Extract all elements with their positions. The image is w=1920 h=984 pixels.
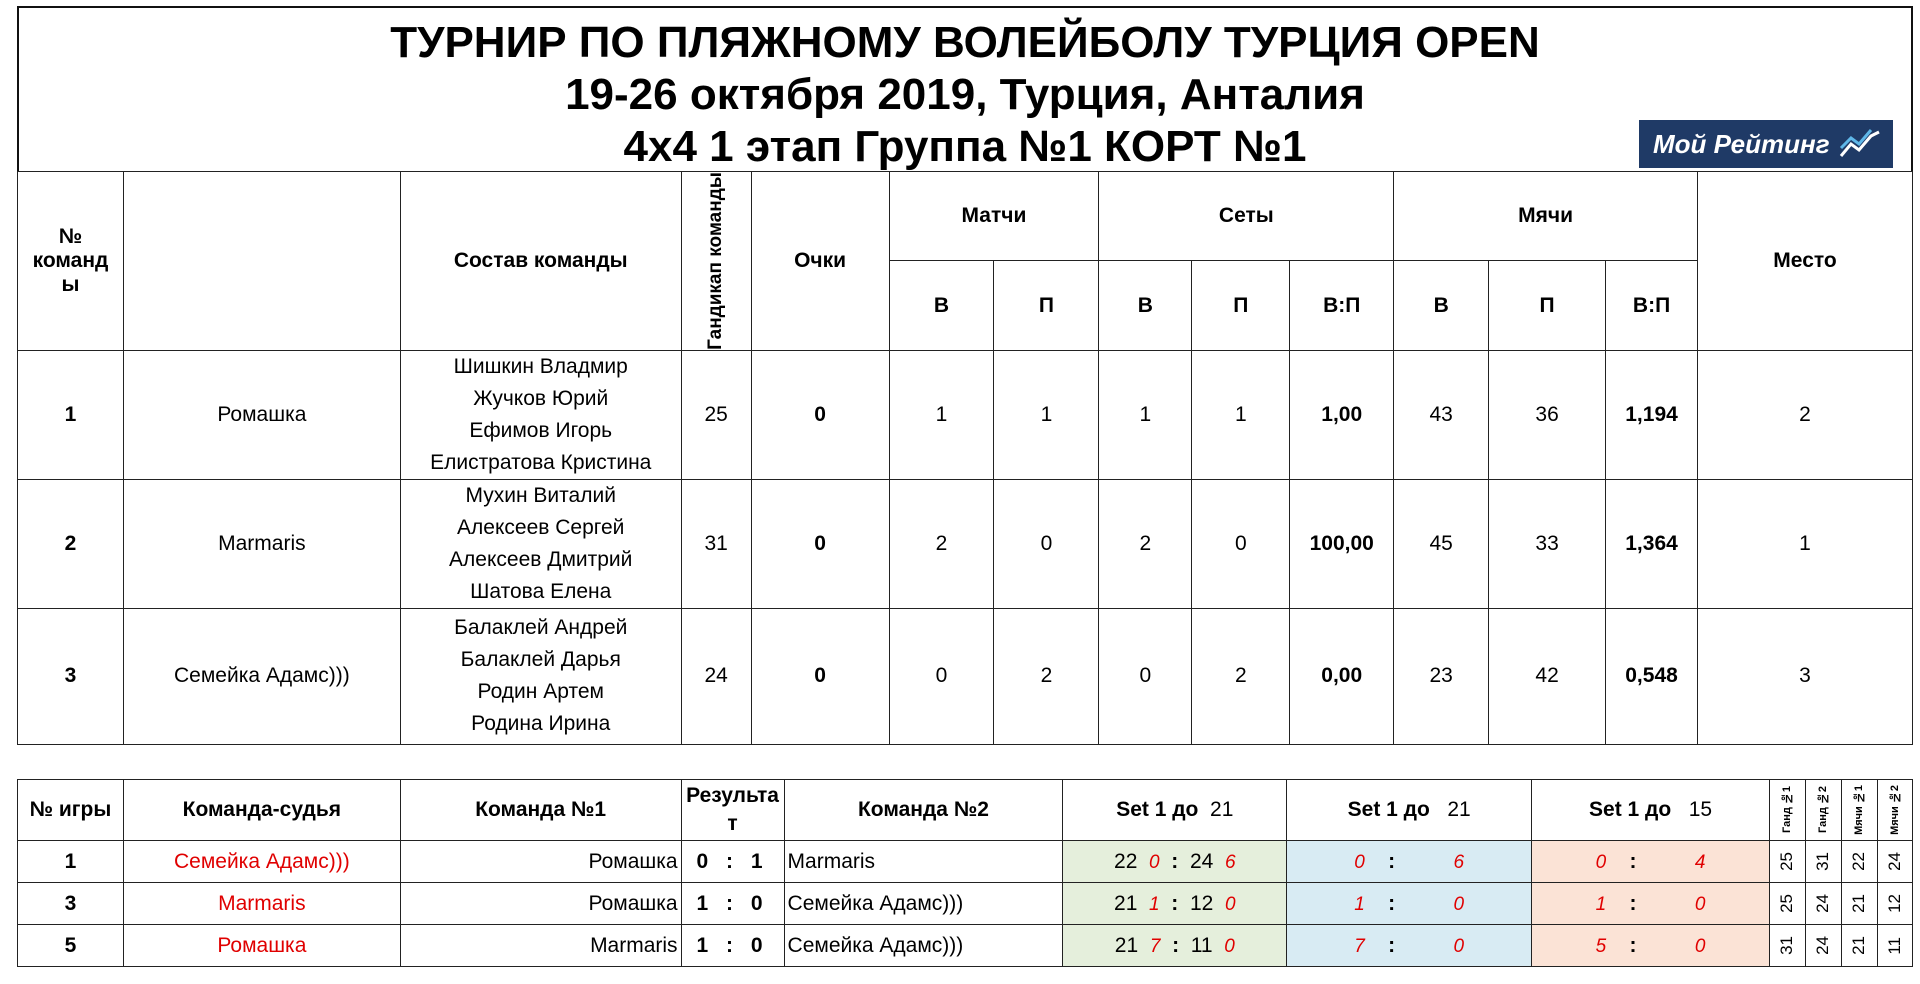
balls1-value: 22 bbox=[1841, 841, 1877, 883]
header-team2: Команда №2 bbox=[784, 780, 1063, 841]
set1-score: 21 1 : 12 0 bbox=[1063, 883, 1287, 925]
moi-reiting-logo bbox=[1639, 120, 1893, 168]
header-matches: Матчи bbox=[889, 172, 1099, 261]
team-handicap: 24 bbox=[681, 608, 751, 744]
standings-table bbox=[17, 171, 1913, 745]
game-number: 1 bbox=[18, 841, 124, 883]
header-handicap: Гандикап команды bbox=[681, 172, 751, 351]
hand2-value: 24 bbox=[1805, 925, 1841, 967]
balls-lost: 42 bbox=[1489, 608, 1606, 744]
header-place: Место bbox=[1698, 172, 1913, 351]
player-name: Балаклей Андрей bbox=[454, 616, 628, 640]
game-result: 1 : 0 bbox=[681, 883, 784, 925]
sets-won: 2 bbox=[1099, 479, 1192, 608]
set2-score: 0 : 6 bbox=[1287, 841, 1532, 883]
team-number: 2 bbox=[18, 479, 124, 608]
sets-lost: 2 bbox=[1192, 608, 1290, 744]
balls1-value: 21 bbox=[1841, 883, 1877, 925]
title-block bbox=[17, 6, 1913, 172]
player-name: Балаклей Дарья bbox=[460, 648, 621, 672]
player-name: Мухин Виталий bbox=[465, 483, 616, 507]
sets-ratio: 0,00 bbox=[1290, 608, 1394, 744]
set2-score: 1 : 0 bbox=[1287, 883, 1532, 925]
team-place: 1 bbox=[1698, 479, 1913, 608]
tournament-dates: 19-26 октября 2019, Турция, Анталия bbox=[565, 70, 1365, 119]
stage-group-court: 4х4 1 этап Группа №1 КОРТ №1 bbox=[623, 122, 1307, 171]
tournament-title: ТУРНИР ПО ПЛЯЖНОМУ ВОЛЕЙБОЛУ ТУРЦИЯ OPEN bbox=[390, 18, 1540, 67]
hand1-value: 25 bbox=[1769, 883, 1805, 925]
table-row bbox=[18, 883, 1913, 925]
set3-score: 1 : 0 bbox=[1532, 883, 1770, 925]
sets-lost: 1 bbox=[1192, 350, 1290, 479]
referee-team: Ромашка bbox=[123, 925, 400, 967]
table-row bbox=[18, 608, 1913, 744]
team-place: 3 bbox=[1698, 608, 1913, 744]
team-points: 0 bbox=[751, 608, 889, 744]
table-row bbox=[18, 925, 1913, 967]
team-roster bbox=[400, 608, 681, 744]
sets-lost: 0 bbox=[1192, 479, 1290, 608]
header-team1: Команда №1 bbox=[400, 780, 681, 841]
matches-lost: 0 bbox=[994, 479, 1099, 608]
team-points: 0 bbox=[751, 479, 889, 608]
team-roster bbox=[400, 350, 681, 479]
team-number: 3 bbox=[18, 608, 124, 744]
player-name: Алексеев Дмитрий bbox=[449, 547, 633, 571]
game-number: 3 bbox=[18, 883, 124, 925]
player-name: Алексеев Сергей bbox=[457, 515, 625, 539]
sets-won: 0 bbox=[1099, 608, 1192, 744]
header-sets: Сеты bbox=[1099, 172, 1394, 261]
header-set2: Set 1 до 21 bbox=[1287, 780, 1532, 841]
team-handicap: 31 bbox=[681, 479, 751, 608]
header-set1: Set 1 до 21 bbox=[1063, 780, 1287, 841]
game-result: 1 : 0 bbox=[681, 925, 784, 967]
sets-won: 1 bbox=[1099, 350, 1192, 479]
game-result: 0 : 1 bbox=[681, 841, 784, 883]
table-row bbox=[18, 350, 1913, 479]
header-hand2: Ганд №2 bbox=[1805, 780, 1841, 841]
header-sets-lost: П bbox=[1192, 261, 1290, 350]
team-roster bbox=[400, 479, 681, 608]
balls-ratio: 0,548 bbox=[1606, 608, 1698, 744]
team-handicap: 25 bbox=[681, 350, 751, 479]
header-sets-ratio: В:П bbox=[1290, 261, 1394, 350]
header-balls2: Мячи №2 bbox=[1877, 780, 1912, 841]
team-name: Ромашка bbox=[123, 350, 400, 479]
player-name: Елистратова Кристина bbox=[430, 450, 652, 474]
player-name: Шишкин Владмир bbox=[453, 354, 628, 378]
player-name: Жучков Юрий bbox=[473, 386, 609, 410]
header-balls-ratio: В:П bbox=[1606, 261, 1698, 350]
balls-ratio: 1,194 bbox=[1606, 350, 1698, 479]
team-number: 1 bbox=[18, 350, 124, 479]
header-balls1: Мячи №1 bbox=[1841, 780, 1877, 841]
header-result: Результа т bbox=[681, 780, 784, 841]
set1-score: 21 7 : 11 0 bbox=[1063, 925, 1287, 967]
balls-lost: 33 bbox=[1489, 479, 1606, 608]
hand1-value: 31 bbox=[1769, 925, 1805, 967]
set3-score: 0 : 4 bbox=[1532, 841, 1770, 883]
balls1-value: 21 bbox=[1841, 925, 1877, 967]
player-name: Родин Артем bbox=[477, 680, 604, 704]
team-name: Marmaris bbox=[123, 479, 400, 608]
balls2-value: 11 bbox=[1877, 925, 1912, 967]
matches-won: 0 bbox=[889, 608, 994, 744]
balls2-value: 24 bbox=[1877, 841, 1912, 883]
team1-name: Ромашка bbox=[400, 841, 681, 883]
referee-team: Семейка Адамс))) bbox=[123, 841, 400, 883]
referee-team: Marmaris bbox=[123, 883, 400, 925]
matches-lost: 2 bbox=[994, 608, 1099, 744]
player-name: Родина Ирина bbox=[471, 712, 611, 736]
header-balls-won: В bbox=[1394, 261, 1489, 350]
header-team-name bbox=[123, 172, 400, 351]
hand2-value: 31 bbox=[1805, 841, 1841, 883]
team2-name: Семейка Адамс))) bbox=[784, 925, 1063, 967]
player-name: Ефимов Игорь bbox=[469, 418, 613, 442]
team1-name: Ромашка bbox=[400, 883, 681, 925]
header-balls: Мячи bbox=[1394, 172, 1698, 261]
header-team-no: № команд ы bbox=[18, 172, 124, 351]
sets-ratio: 1,00 bbox=[1290, 350, 1394, 479]
header-set3: Set 1 до 15 bbox=[1532, 780, 1770, 841]
balls2-value: 12 bbox=[1877, 883, 1912, 925]
header-hand1: Ганд №1 bbox=[1769, 780, 1805, 841]
matches-won: 2 bbox=[889, 479, 994, 608]
chart-trend-icon bbox=[1839, 128, 1883, 160]
header-roster: Состав команды bbox=[400, 172, 681, 351]
header-points: Очки bbox=[751, 172, 889, 351]
player-name: Шатова Елена bbox=[470, 579, 612, 603]
hand2-value: 24 bbox=[1805, 883, 1841, 925]
hand1-value: 25 bbox=[1769, 841, 1805, 883]
game-number: 5 bbox=[18, 925, 124, 967]
balls-won: 23 bbox=[1394, 608, 1489, 744]
header-game-no: № игры bbox=[18, 780, 124, 841]
balls-lost: 36 bbox=[1489, 350, 1606, 479]
team-points: 0 bbox=[751, 350, 889, 479]
sets-ratio: 100,00 bbox=[1290, 479, 1394, 608]
header-referee: Команда-судья bbox=[123, 780, 400, 841]
balls-won: 45 bbox=[1394, 479, 1489, 608]
table-row bbox=[18, 841, 1913, 883]
header-matches-won: В bbox=[889, 261, 994, 350]
header-sets-won: В bbox=[1099, 261, 1192, 350]
team2-name: Marmaris bbox=[784, 841, 1063, 883]
header-balls-lost: П bbox=[1489, 261, 1606, 350]
team2-name: Семейка Адамс))) bbox=[784, 883, 1063, 925]
matches-lost: 1 bbox=[994, 350, 1099, 479]
balls-won: 43 bbox=[1394, 350, 1489, 479]
games-table bbox=[17, 779, 1913, 967]
team-name: Семейка Адамс))) bbox=[123, 608, 400, 744]
team1-name: Marmaris bbox=[400, 925, 681, 967]
matches-won: 1 bbox=[889, 350, 994, 479]
team-place: 2 bbox=[1698, 350, 1913, 479]
set1-score: 22 0 : 24 6 bbox=[1063, 841, 1287, 883]
header-matches-lost: П bbox=[994, 261, 1099, 350]
set2-score: 7 : 0 bbox=[1287, 925, 1532, 967]
logo-text: Мой Рейтинг bbox=[1653, 129, 1830, 159]
balls-ratio: 1,364 bbox=[1606, 479, 1698, 608]
table-row bbox=[18, 479, 1913, 608]
set3-score: 5 : 0 bbox=[1532, 925, 1770, 967]
